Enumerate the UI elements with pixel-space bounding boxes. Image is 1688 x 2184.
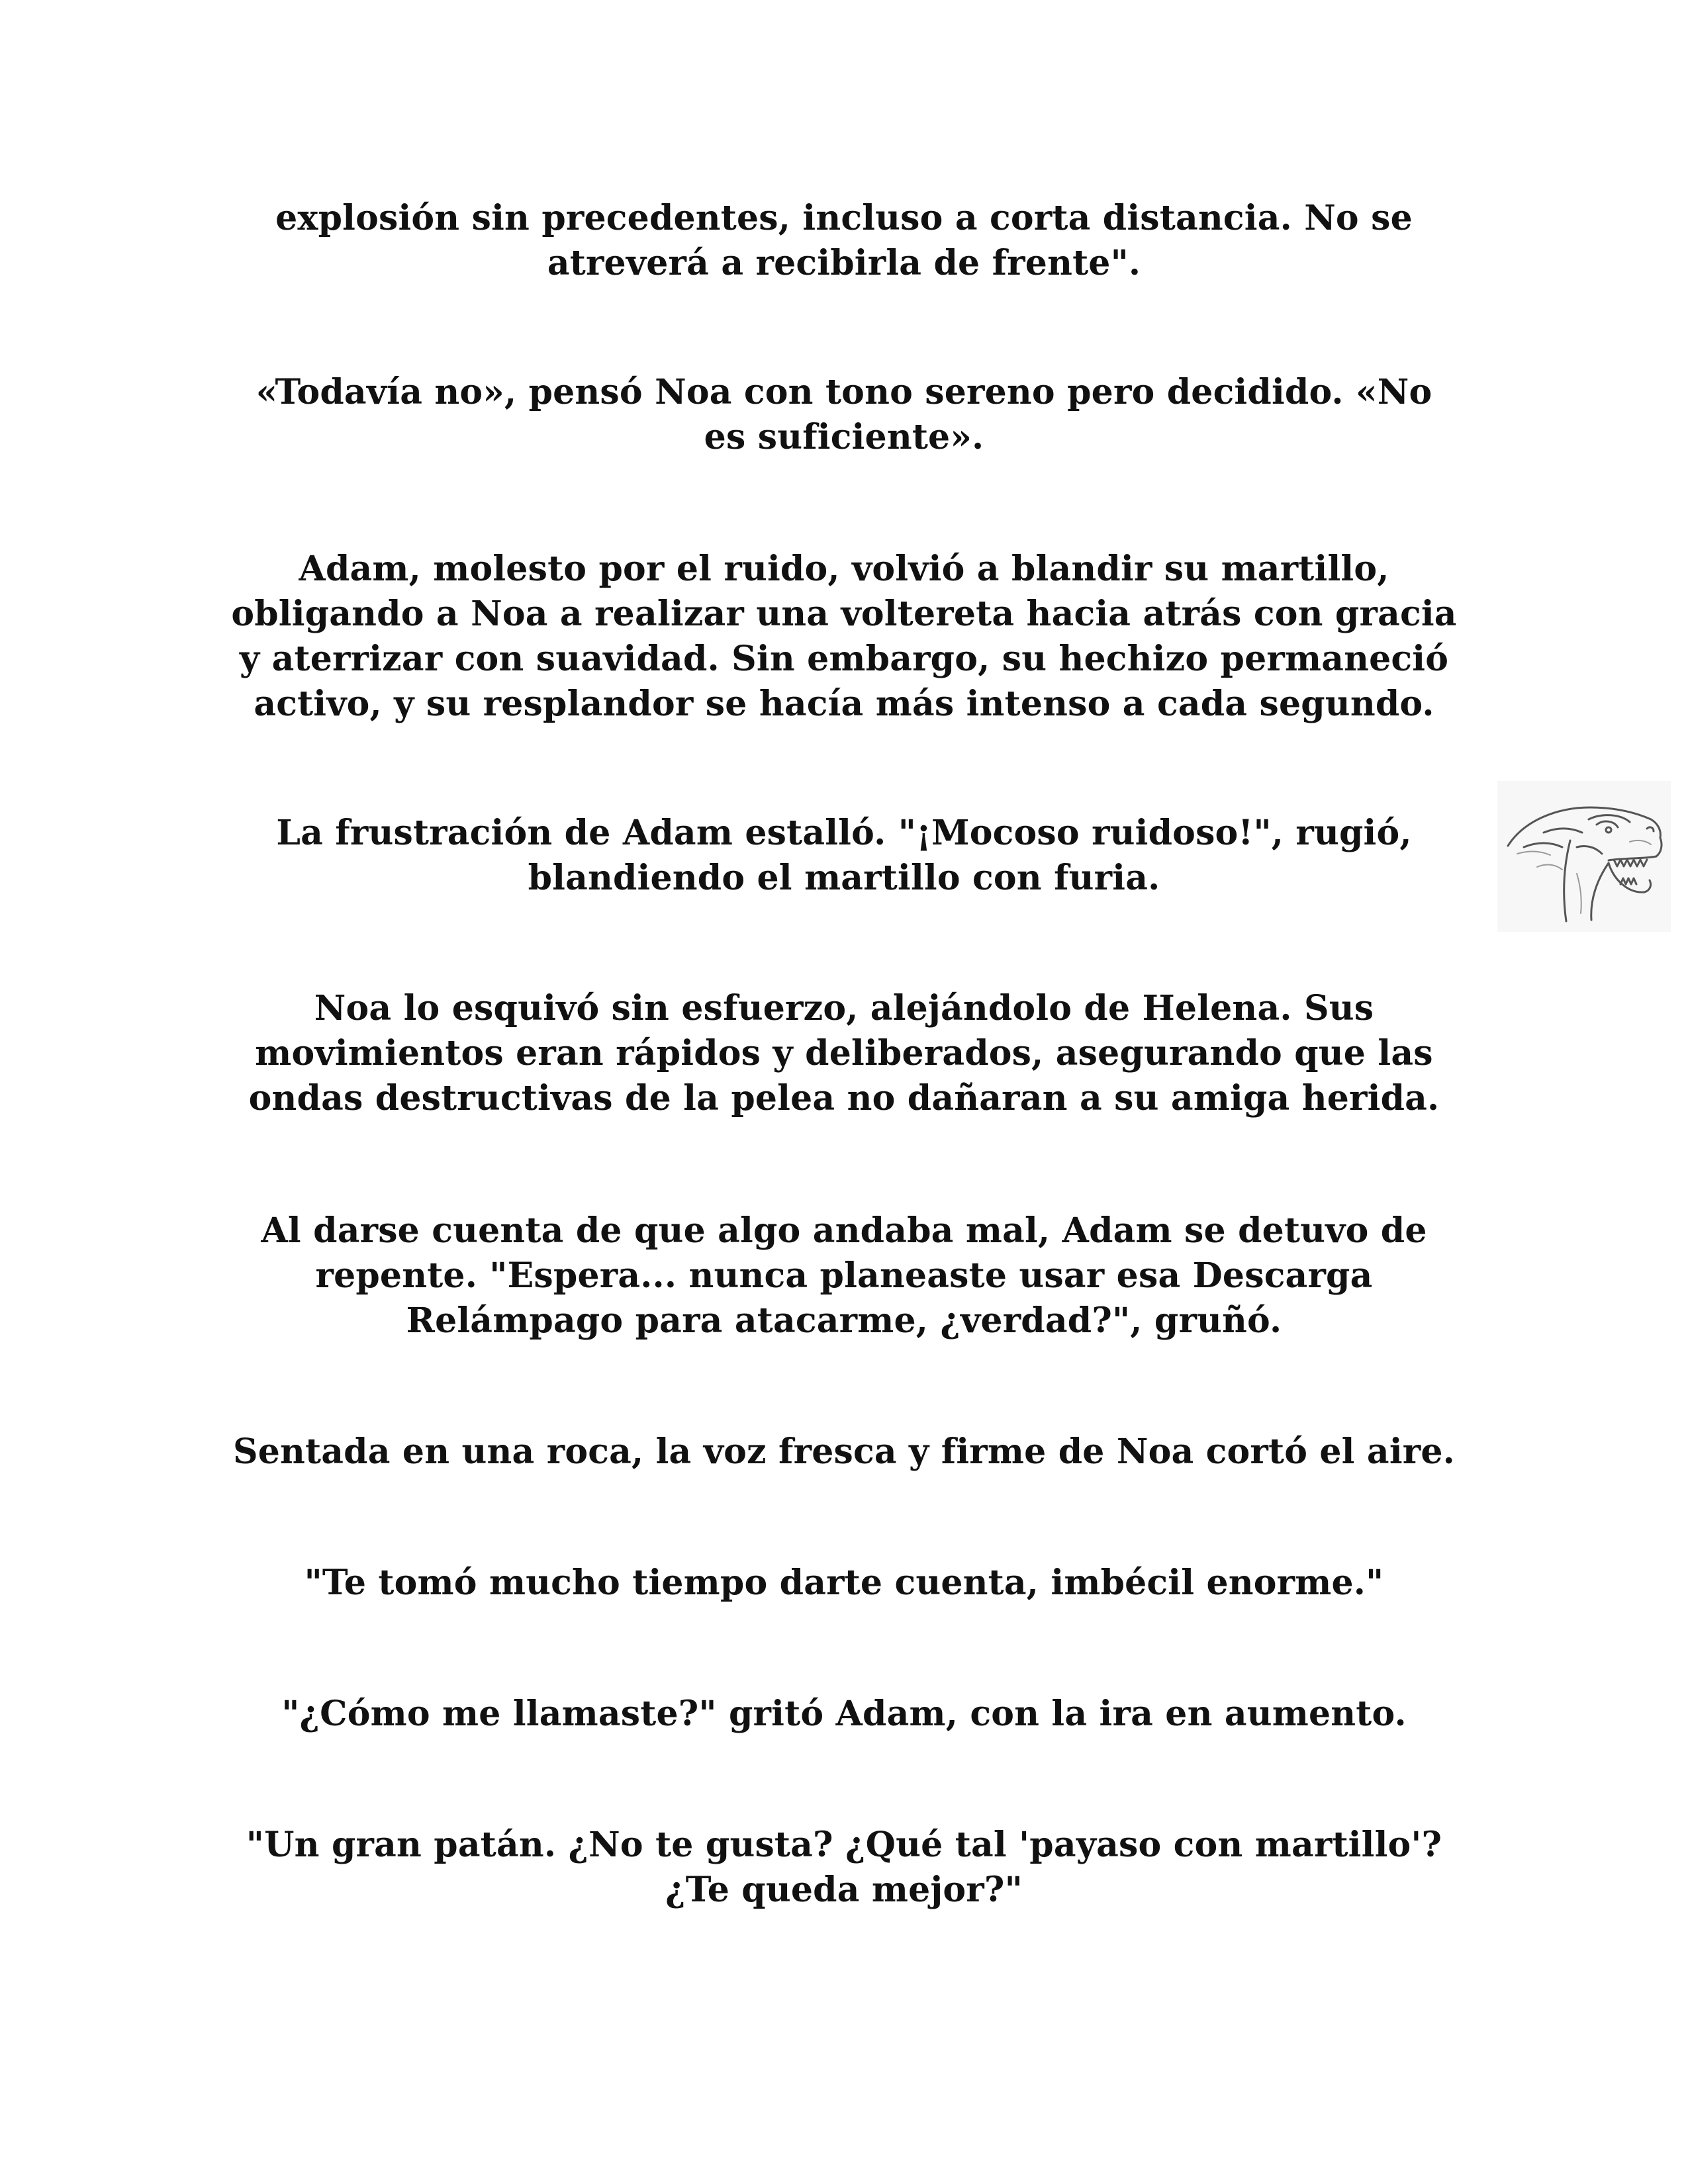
- paragraph-5: [218, 986, 1470, 1121]
- paragraph-7: [218, 1430, 1470, 1475]
- paragraph-2: [218, 370, 1470, 460]
- paragraph-line: movimientos eran rápidos y deliberados, asegurando que las: [255, 1033, 1433, 1073]
- paragraph-8: [218, 1561, 1470, 1606]
- paragraph-3: [218, 547, 1470, 727]
- paragraph-4: [218, 811, 1470, 901]
- paragraph-line: Relámpago para atacarme, ¿verdad?", gruñó.: [406, 1300, 1282, 1341]
- paragraph-line: atreverá a recibirla de frente".: [547, 243, 1141, 283]
- paragraph-line: "¿Cómo me llamaste?" gritó Adam, con la ira en aumento.: [281, 1694, 1407, 1734]
- paragraph-line: ondas destructivas de la pelea no dañaran a su amiga herida.: [248, 1078, 1440, 1118]
- paragraph-line: es suficiente».: [704, 417, 984, 457]
- paragraph-line: "Te tomó mucho tiempo darte cuenta, imbécil enorme.": [304, 1563, 1384, 1603]
- paragraph-line: explosión sin precedentes, incluso a corta distancia. No se: [275, 198, 1413, 238]
- paragraph-9: [218, 1692, 1470, 1737]
- paragraph-6: [218, 1208, 1470, 1343]
- paragraph-10: [218, 1823, 1470, 1913]
- dinosaur-head-sketch-icon: [1497, 781, 1671, 932]
- paragraph-line: Adam, molesto por el ruido, volvió a blandir su martillo,: [299, 549, 1389, 589]
- paragraph-line: ¿Te queda mejor?": [665, 1870, 1023, 1910]
- paragraph-line: «Todavía no», pensó Noa con tono sereno pero decidido. «No: [256, 372, 1432, 412]
- paragraph-line: Sentada en una roca, la voz fresca y firme de Noa cortó el aire.: [233, 1432, 1455, 1472]
- paragraph-line: Al darse cuenta de que algo andaba mal, Adam se detuvo de: [261, 1210, 1427, 1251]
- paragraph-line: "Un gran patán. ¿No te gusta? ¿Qué tal 'payaso con martillo'?: [246, 1825, 1442, 1865]
- paragraph-line: y aterrizar con suavidad. Sin embargo, su hechizo permaneció: [239, 639, 1449, 679]
- paragraph-line: blandiendo el martillo con furia.: [528, 858, 1160, 898]
- paragraph-line: activo, y su resplandor se hacía más intenso a cada segundo.: [254, 684, 1434, 724]
- paragraph-line: La frustración de Adam estalló. "¡Mocoso ruidoso!", rugió,: [276, 813, 1412, 853]
- paragraph-1: [218, 196, 1470, 286]
- paragraph-line: obligando a Noa a realizar una voltereta hacia atrás con gracia: [231, 594, 1457, 634]
- paragraph-line: repente. "Espera... nunca planeaste usar esa Descarga: [315, 1255, 1373, 1296]
- paragraph-line: Noa lo esquivó sin esfuerzo, alejándolo de Helena. Sus: [314, 988, 1374, 1028]
